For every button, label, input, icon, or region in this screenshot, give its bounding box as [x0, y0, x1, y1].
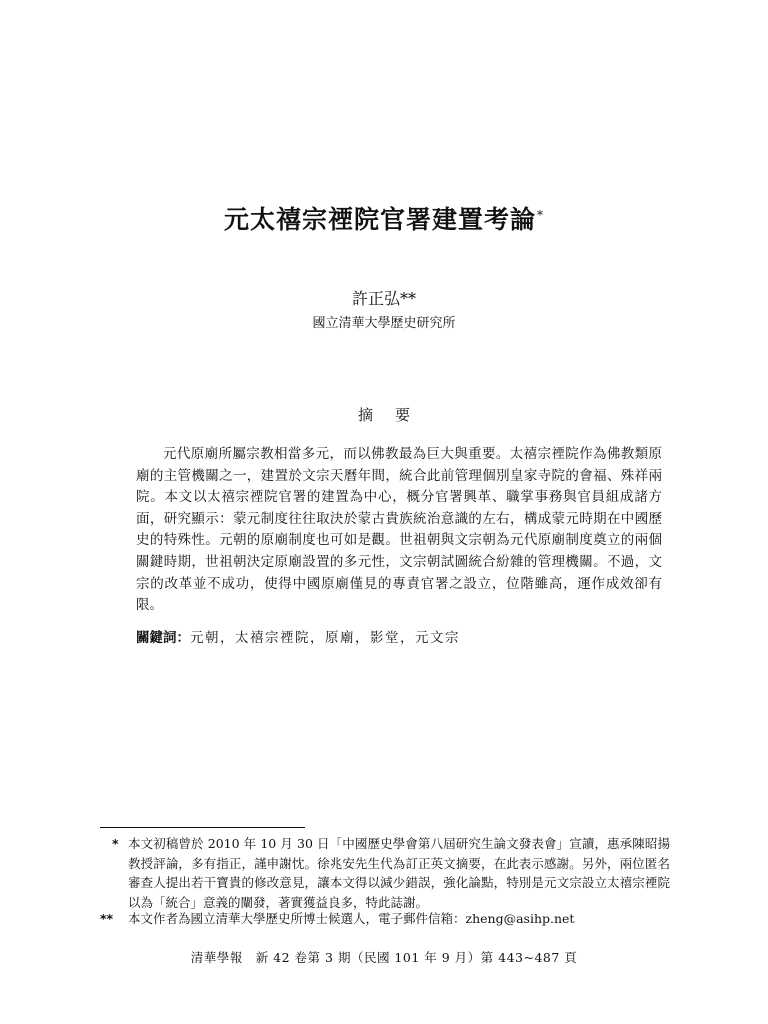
journal-footer: 清華學報 新 42 卷第 3 期（民國 101 年 9 月）第 443~487 頁 — [190, 950, 578, 965]
title-text: 元太禧宗禋院官署建置考論 — [223, 205, 536, 234]
footnote-text: 本文作者為國立清華大學歷史所博士候選人，電子郵件信箱：zheng@asihp.net — [128, 911, 575, 926]
footnote-mark: ** — [100, 911, 114, 926]
keywords-text: 元朝，太禧宗禋院，原廟，影堂，元文宗 — [190, 630, 460, 646]
footnote-divider — [100, 827, 305, 828]
abstract-body: 元代原廟所屬宗教相當多元，而以佛教最為巨大與重要。太禧宗禋院作為佛教類原廟的主管機關之一，建置於文宗天曆年間，統合此前管理個別皇家寺院的會福、殊祥兩院。本文以太禧宗禋院官署的建置為中心，概分官署興革、職掌事務與官員組成諸方面，研究顯示：蒙元制度往往取決於蒙古貴族統治意識的左右，構成蒙元時期在中國歷史的特殊性。元朝的原廟制度也可如是觀。世祖朝與文宗朝為元代原廟制度奠立的兩個關鍵時期，世祖朝決定原廟設置的多元性，文宗朝試圖統合紛雜的管理機關。不過，文宗的改革並不成功，使得中國原廟僅見的專責官署之設立，位階雖高，運作成效卻有限。 — [136, 446, 662, 614]
keywords-label: 關鍵詞： — [136, 630, 190, 646]
author-name: 許正弘** — [351, 289, 416, 308]
footnote-mark: * — [112, 836, 119, 851]
footnote — [100, 834, 670, 912]
abstract-heading: 摘要 — [357, 406, 432, 424]
title-footnote-mark: * — [537, 207, 544, 222]
author-affiliation: 國立清華大學歷史研究所 — [312, 316, 456, 331]
footnote-text: 本文初稿曾於 2010 年 10 月 30 日「中國歷史學會第八屆研究生論文發表會」宣讀，惠承陳昭揚教授評論，多有指正，謹申謝忱。徐兆安先生代為訂正英文摘要，在此表示感謝。另外，兩位匿名審查人提出若干寶貴的修改意見，讓本文得以減少錯誤，強化論點，特別是元文宗設立太禧宗禋院以為「統合」意義的闡發，著實獲益良多，特此誌謝。 — [128, 836, 670, 910]
footnote — [100, 909, 670, 929]
keywords-line — [136, 626, 662, 646]
paper-title — [0, 200, 768, 236]
